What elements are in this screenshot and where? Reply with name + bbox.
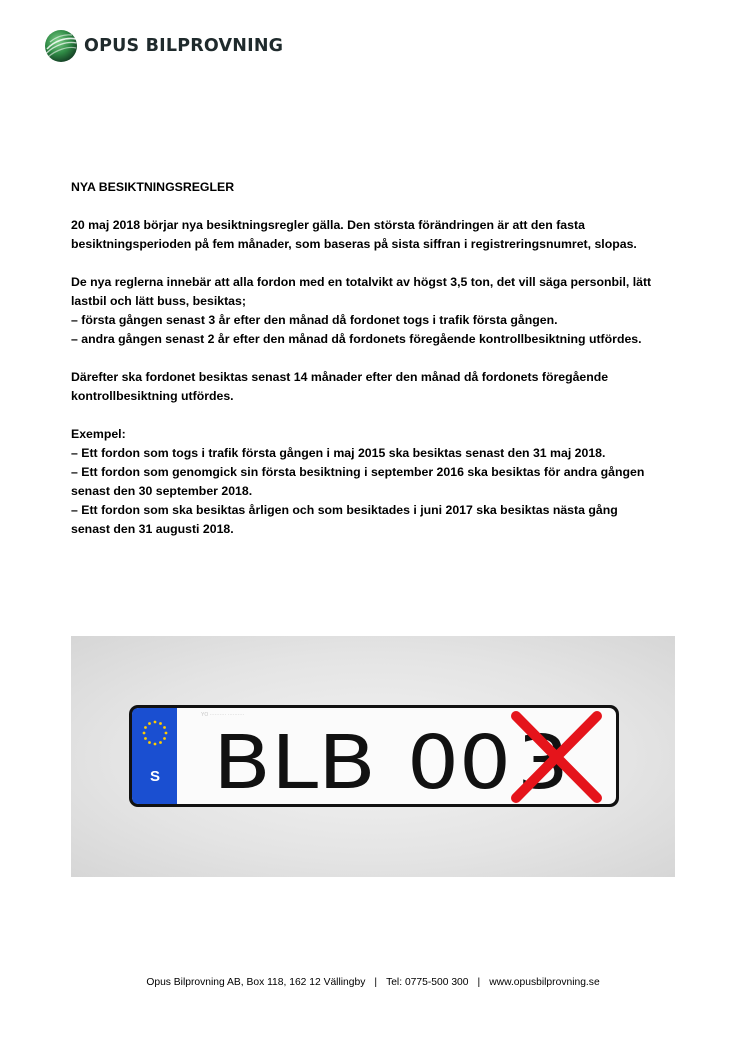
footer-company: Opus Bilprovning AB, Box 118, 162 12 Vällingby [146, 977, 366, 988]
text-line: besiktningsperioden på fem månader, som baseras på sista siffran i registreringsnumret, slopas. [71, 237, 637, 251]
article-heading: NYA BESIKTNINGSREGLER [71, 180, 235, 194]
footer-phone: Tel: 0775-500 300 [386, 977, 469, 988]
eu-star [143, 732, 146, 735]
plate-last-digit: 3 [517, 720, 569, 806]
license-plate [71, 636, 675, 877]
paragraph-subsequent [71, 368, 681, 406]
eu-star [154, 743, 157, 746]
eu-star [154, 721, 157, 724]
logo-text: OPUS BILPROVNING [84, 36, 284, 56]
text-line: kontrollbesiktning utfördes. [71, 389, 234, 403]
text-line: – andra gången senast 2 år efter den månad då fordonets föregående kontrollbesiktning utfördes. [71, 332, 642, 346]
text-line: senast den 31 augusti 2018. [71, 522, 234, 536]
text-line: De nya reglerna innebär att alla fordon med en totalvikt av högst 3,5 ton, det vill säga personbil, lätt [71, 275, 652, 289]
eu-star [165, 732, 168, 735]
eu-star [159, 741, 162, 744]
examples-label: Exempel: [71, 427, 126, 441]
footer-separator: | [374, 977, 378, 988]
eu-star [159, 722, 162, 725]
eu-star [144, 737, 147, 740]
paragraph-rules [71, 273, 681, 349]
country-code: S [149, 768, 161, 785]
text-line: Därefter ska fordonet besiktas senast 14 månader efter den månad då fordonets föregående [71, 370, 609, 384]
text-line: – första gången senast 3 år efter den månad då fordonet togs i trafik första gången. [71, 313, 558, 327]
text-line: – Ett fordon som togs i trafik första gången i maj 2015 ska besiktas senast den 31 maj 2018. [71, 446, 606, 460]
text-line: 20 maj 2018 börjar nya besiktningsregler gälla. Den största förändringen är att den fasta [71, 218, 585, 232]
license-plate-image [71, 636, 675, 877]
footer [0, 977, 746, 988]
paragraph-intro [71, 216, 681, 254]
text-line: – Ett fordon som ska besiktas årligen och som besiktades i juni 2017 ska besiktas nästa gång [71, 503, 618, 517]
article [71, 178, 681, 539]
plate-digits: 00 [407, 720, 511, 806]
text-line: – Ett fordon som genomgick sin första besiktning i september 2016 ska besiktas för andra gången [71, 465, 645, 479]
eu-star [144, 726, 147, 729]
paragraph-examples [71, 425, 681, 539]
eu-star [148, 741, 151, 744]
eu-star [163, 726, 166, 729]
text-line: lastbil och lätt buss, besiktas; [71, 294, 246, 308]
footer-website[interactable]: www.opusbilprovning.se [489, 977, 600, 988]
text-line: senast den 30 september 2018. [71, 484, 253, 498]
footer-separator: | [477, 977, 481, 988]
globe-swoosh-icon [44, 29, 78, 63]
plate-letters: BLB [213, 720, 376, 806]
eu-star [148, 722, 151, 725]
eu-star [163, 737, 166, 740]
plate-small-print: YO ·········· ·········· [201, 712, 245, 718]
header [44, 28, 283, 64]
